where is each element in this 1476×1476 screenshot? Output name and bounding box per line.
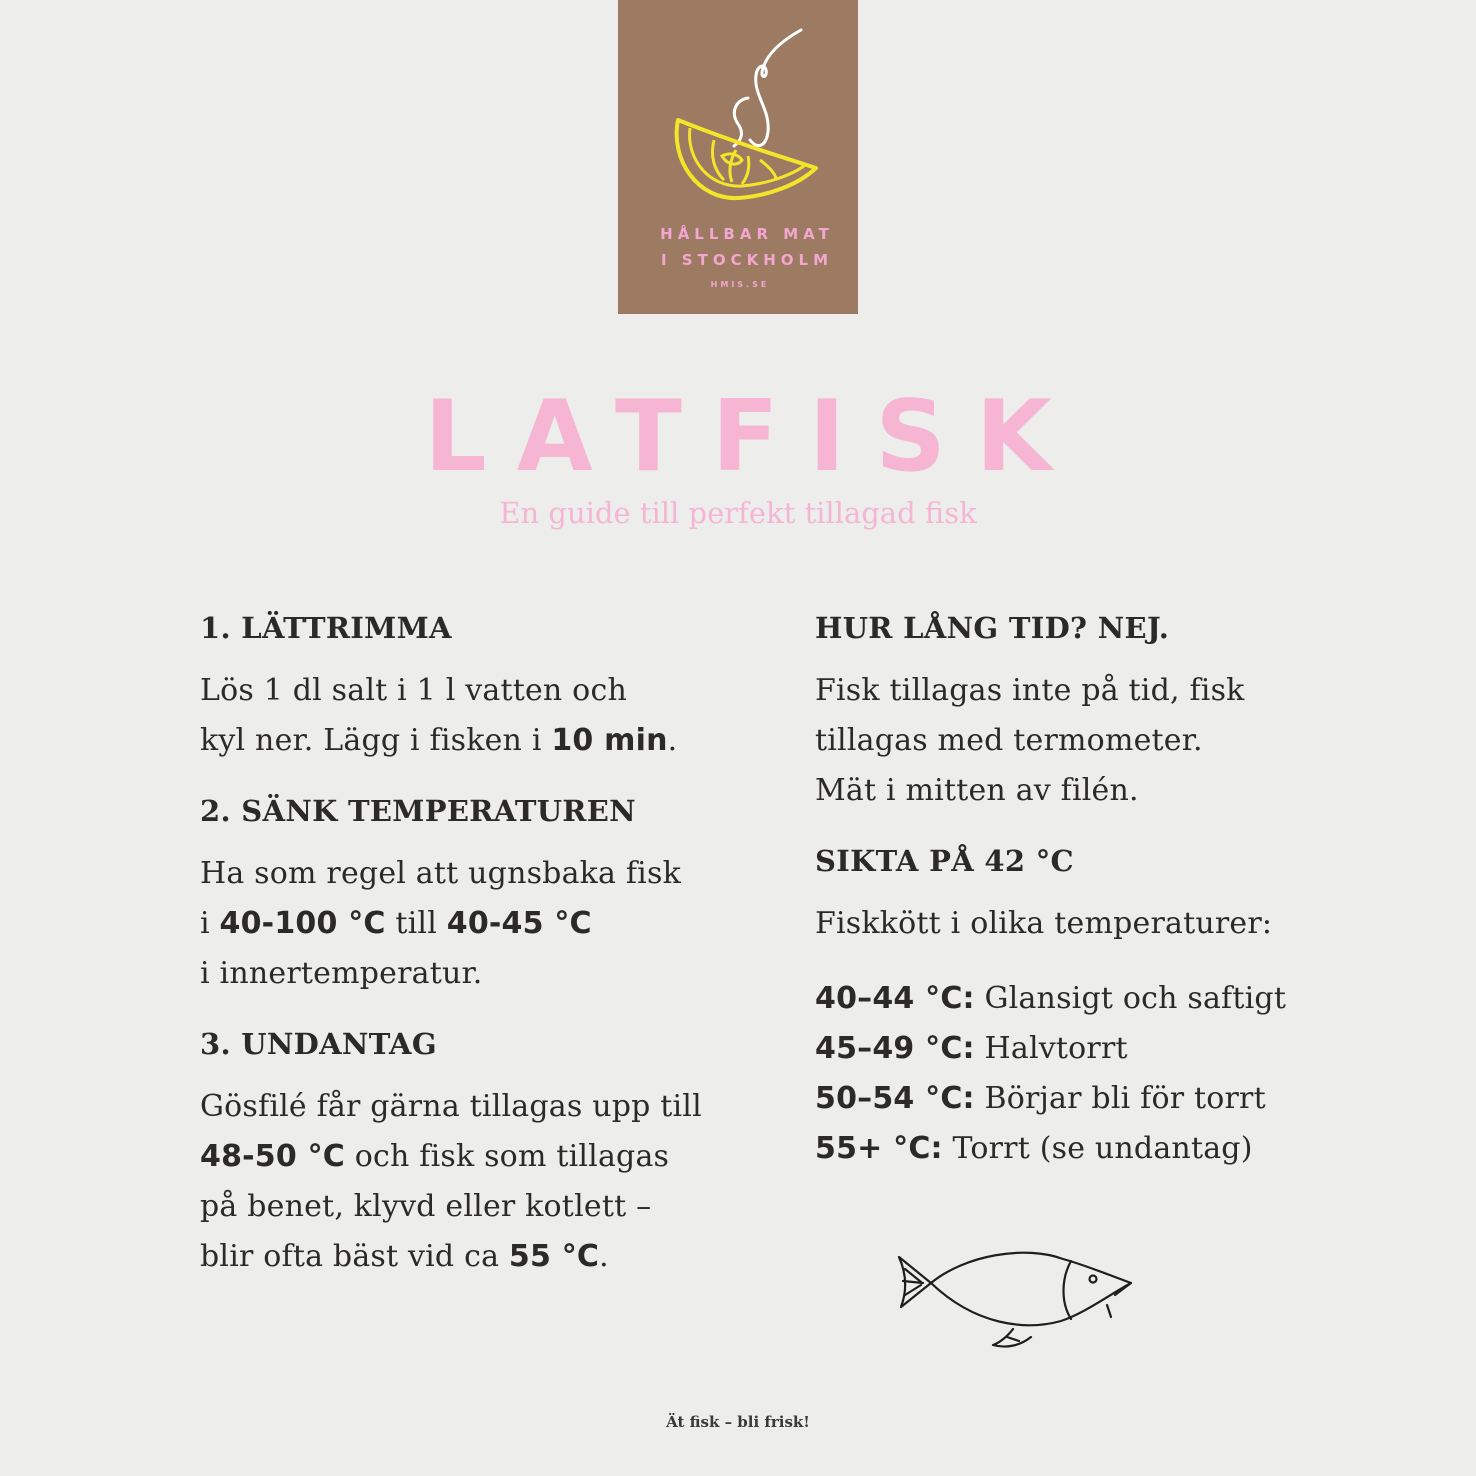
- fish-icon: [895, 1245, 1135, 1355]
- bold-value: 40-100 °C: [219, 906, 386, 941]
- temp-desc: Börjar bli för torrt: [974, 1081, 1266, 1116]
- page-subtitle: En guide till perfekt tillagad fisk: [499, 496, 977, 530]
- temperature-item: [815, 1024, 1375, 1074]
- section-text-3: [200, 1082, 740, 1282]
- temp-desc: Torrt (se undantag): [942, 1131, 1253, 1166]
- bold-value: 10 min: [551, 723, 668, 758]
- text-line: Fisk tillagas inte på tid, fisk: [815, 673, 1245, 708]
- temp-range: 45–49 °C:: [815, 1031, 975, 1066]
- section-text-2: [200, 849, 740, 999]
- section-heading-5: SIKTA PÅ 42 °C: [815, 844, 1074, 878]
- temp-desc: Halvtorrt: [974, 1031, 1128, 1066]
- text-line: Mät i mitten av filén.: [815, 773, 1139, 808]
- text-line: Lös 1 dl salt i 1 l vatten och: [200, 673, 627, 708]
- left-column: [200, 608, 740, 1282]
- text-line: till: [385, 906, 447, 941]
- text-line: .: [667, 723, 678, 758]
- lemon-steam-icon: [618, 0, 858, 220]
- temperature-list: [815, 974, 1375, 1174]
- temp-desc: Glansigt och saftigt: [974, 981, 1287, 1016]
- text-line: i innertemperatur.: [200, 956, 483, 991]
- temp-range: 55+ °C:: [815, 1131, 943, 1166]
- brand-logo: [618, 0, 858, 314]
- temp-range: 40–44 °C:: [815, 981, 975, 1016]
- logo-url: HMIS.SE: [710, 280, 770, 289]
- section-text-5: Fiskkött i olika temperaturer:: [815, 906, 1273, 941]
- section-heading-2: 2. SÄNK TEMPERATUREN: [200, 794, 636, 828]
- section-text-1: [200, 666, 740, 766]
- text-line: tillagas med termometer.: [815, 723, 1203, 758]
- logo-line1: HÅLLBAR MAT: [660, 225, 834, 243]
- text-line: på benet, klyvd eller kotlett –: [200, 1189, 652, 1224]
- text-line: blir ofta bäst vid ca: [200, 1239, 509, 1274]
- section-text-4: [815, 666, 1375, 816]
- bold-value: 48-50 °C: [200, 1139, 346, 1174]
- footer-tagline: Ät fisk – bli frisk!: [666, 1413, 810, 1431]
- right-column: [815, 608, 1375, 1174]
- temp-range: 50–54 °C:: [815, 1081, 975, 1116]
- bold-value: 55 °C: [508, 1239, 600, 1274]
- bold-value: 40-45 °C: [446, 906, 592, 941]
- section-heading-1: 1. LÄTTRIMMA: [200, 611, 452, 645]
- logo-line2: I STOCKHOLM: [660, 251, 833, 269]
- temperature-item: [815, 974, 1375, 1024]
- section-heading-3: 3. UNDANTAG: [200, 1027, 437, 1061]
- temperature-item: [815, 1074, 1375, 1124]
- text-line: Ha som regel att ugnsbaka fisk: [200, 856, 681, 891]
- section-heading-4: HUR LÅNG TID? NEJ.: [815, 611, 1170, 645]
- text-line: i: [200, 906, 220, 941]
- text-line: .: [599, 1239, 609, 1274]
- text-line: Gösfilé får gärna tillagas upp till: [200, 1089, 702, 1124]
- temperature-item: [815, 1124, 1375, 1174]
- page-title: LATFISK: [424, 380, 1082, 494]
- text-line: och fisk som tillagas: [345, 1139, 670, 1174]
- text-line: kyl ner. Lägg i fisken i: [200, 723, 552, 758]
